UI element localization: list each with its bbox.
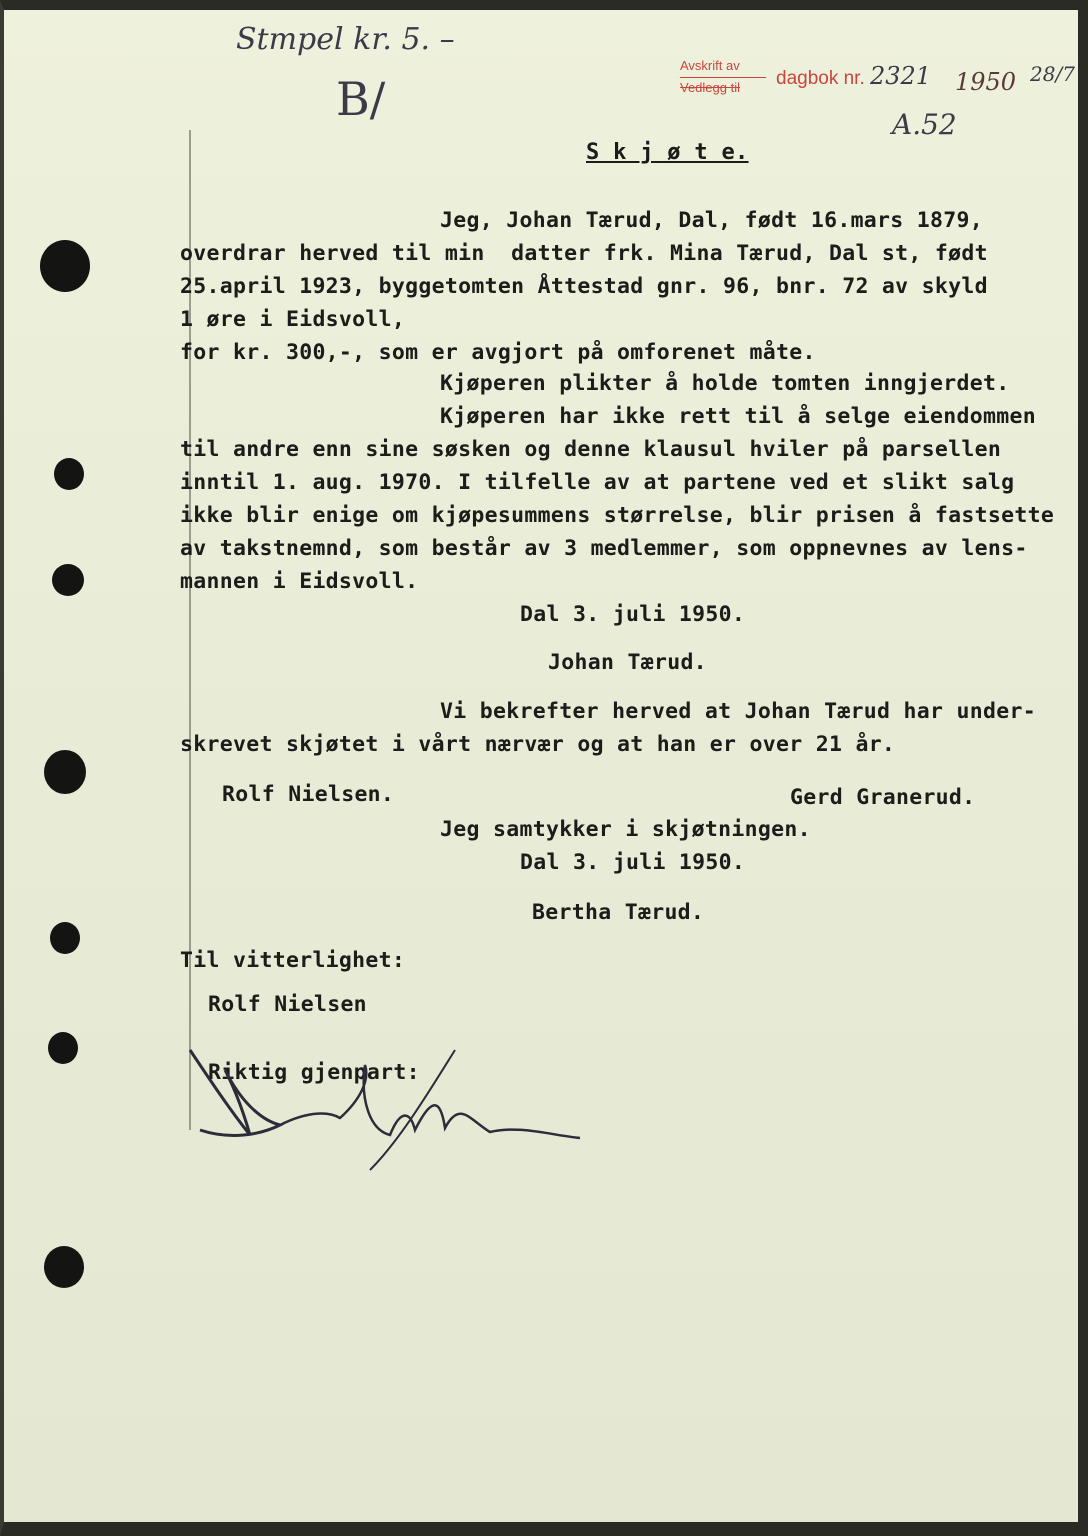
- attest-label: Til vitterlighet:: [180, 948, 406, 973]
- punch-hole: [48, 1032, 78, 1064]
- body-line: mannen i Eidsvoll.: [180, 569, 419, 594]
- consent-date: Dal 3. juli 1950.: [520, 850, 746, 875]
- body-line: inntil 1. aug. 1970. I tilfelle av at partene ved et slikt salg: [180, 470, 1015, 495]
- body-line: 1 øre i Eidsvoll,: [180, 307, 406, 332]
- punch-hole: [40, 240, 90, 292]
- handwritten-signature-image: [170, 1040, 600, 1180]
- consent-line: Jeg samtykker i skjøtningen.: [440, 817, 811, 842]
- witness-statement-1: Vi bekrefter herved at Johan Tærud har under-: [440, 699, 1036, 724]
- entry-year: 1950: [955, 68, 1017, 96]
- certified-label: Riktig gjenpart:: [208, 1060, 420, 1085]
- body-line: Jeg, Johan Tærud, Dal, født 16.mars 1879,: [440, 208, 984, 233]
- body-line: ikke blir enige om kjøpesummens størrelse, blir prisen å fastsette: [180, 503, 1055, 528]
- entry-number: 2321: [870, 62, 932, 90]
- handwritten-mark: B/: [336, 72, 386, 126]
- document-title: S k j ø t e.: [586, 140, 749, 165]
- attest-name: Rolf Nielsen: [208, 992, 367, 1017]
- punch-hole: [44, 1246, 84, 1288]
- witness-statement-2: skrevet skjøtet i vårt nærvær og at han er over 21 år.: [180, 732, 896, 757]
- stamp-underline: [680, 77, 766, 78]
- body-line: til andre enn sine søsken og denne klausul hviler på parsellen: [180, 437, 1002, 462]
- punch-hole: [54, 458, 84, 490]
- stamp-label: dagbok nr.: [776, 68, 865, 89]
- stamp-line-1: Avskrift av: [680, 58, 740, 73]
- punch-hole: [44, 750, 86, 794]
- witness-2: Gerd Granerud.: [790, 785, 976, 810]
- body-line: Kjøperen har ikke rett til å selge eiendommen: [440, 404, 1036, 429]
- consent-signature: Bertha Tærud.: [532, 900, 705, 925]
- body-line: av takstnemnd, som består av 3 medlemmer, som oppnevnes av lens-: [180, 536, 1028, 561]
- punch-hole: [50, 922, 80, 954]
- body-line: Kjøperen plikter å holde tomten inngjerdet.: [440, 371, 1010, 396]
- stamp-line-2: Vedlegg til: [680, 80, 740, 95]
- handwritten-note: Stmpel kr. 5. –: [236, 22, 455, 57]
- witness-1: Rolf Nielsen.: [222, 782, 395, 807]
- place-date: Dal 3. juli 1950.: [520, 602, 746, 627]
- entry-year-note: 28/7: [1030, 62, 1075, 86]
- punch-hole: [52, 564, 84, 596]
- body-line: overdrar herved til min datter frk. Mina Tærud, Dal st, født: [180, 241, 988, 266]
- seller-signature: Johan Tærud.: [548, 650, 707, 675]
- body-line: for kr. 300,-, som er avgjort på omforenet måte.: [180, 340, 816, 365]
- reference-code: A.52: [892, 108, 957, 141]
- body-line: 25.april 1923, byggetomten Åttestad gnr. 96, bnr. 72 av skyld: [180, 274, 988, 299]
